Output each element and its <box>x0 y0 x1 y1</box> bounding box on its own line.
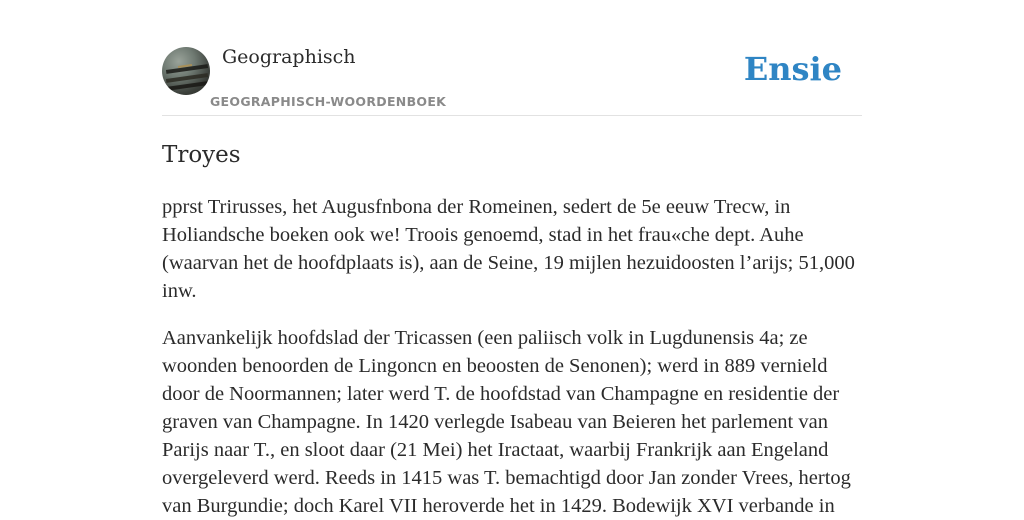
article-paragraph: pprst Trirusses, het Augusfnbona der Romeinen, sedert de 5e eeuw Trecw, in Holiandsche boeken ook we! Troois genoemd, stad in het frau«che dept. Auhe (waarvan het de hoofdplaats is), aan de Seine, 19 mijlen hezuidoosten l’arijs; 51,000 inw. <box>162 196 855 302</box>
book-spine-decoration <box>166 81 208 91</box>
article-paragraph: Aanvankelijk hoofdslad der Tricassen (een paliisch volk in Lugdunensis 4a; ze woonden benoorden de Lingoncn en beoosten de Senonen); werd in 889 vernield door de Noormannen; later werd T. de hoofdstad van Champagne en residentie der graven van Champagne. In 1420 verlegde Isabeau van Beieren het parlement van Parijs naar T., en sloot daar (21 Mei) het Iractaat, waarbij Frankrijk aan Engeland overgeleverd werd. Reeds in 1415 was T. bemachtigd door Jan zonder Vrees, hertog van Burgundie; doch Karel VII heroverde het in 1429. Bodewijk XVI verbande in <box>162 327 851 517</box>
site-title[interactable]: Geographisch <box>222 46 356 68</box>
page <box>162 0 862 520</box>
brand-logo[interactable]: Ensie <box>743 50 842 88</box>
site-header <box>162 0 862 116</box>
site-subtitle[interactable]: GEOGRAPHISCH-WOORDENBOEK <box>210 94 447 109</box>
page-title: Troyes <box>162 142 241 168</box>
avatar[interactable] <box>162 47 210 95</box>
article <box>162 142 862 520</box>
